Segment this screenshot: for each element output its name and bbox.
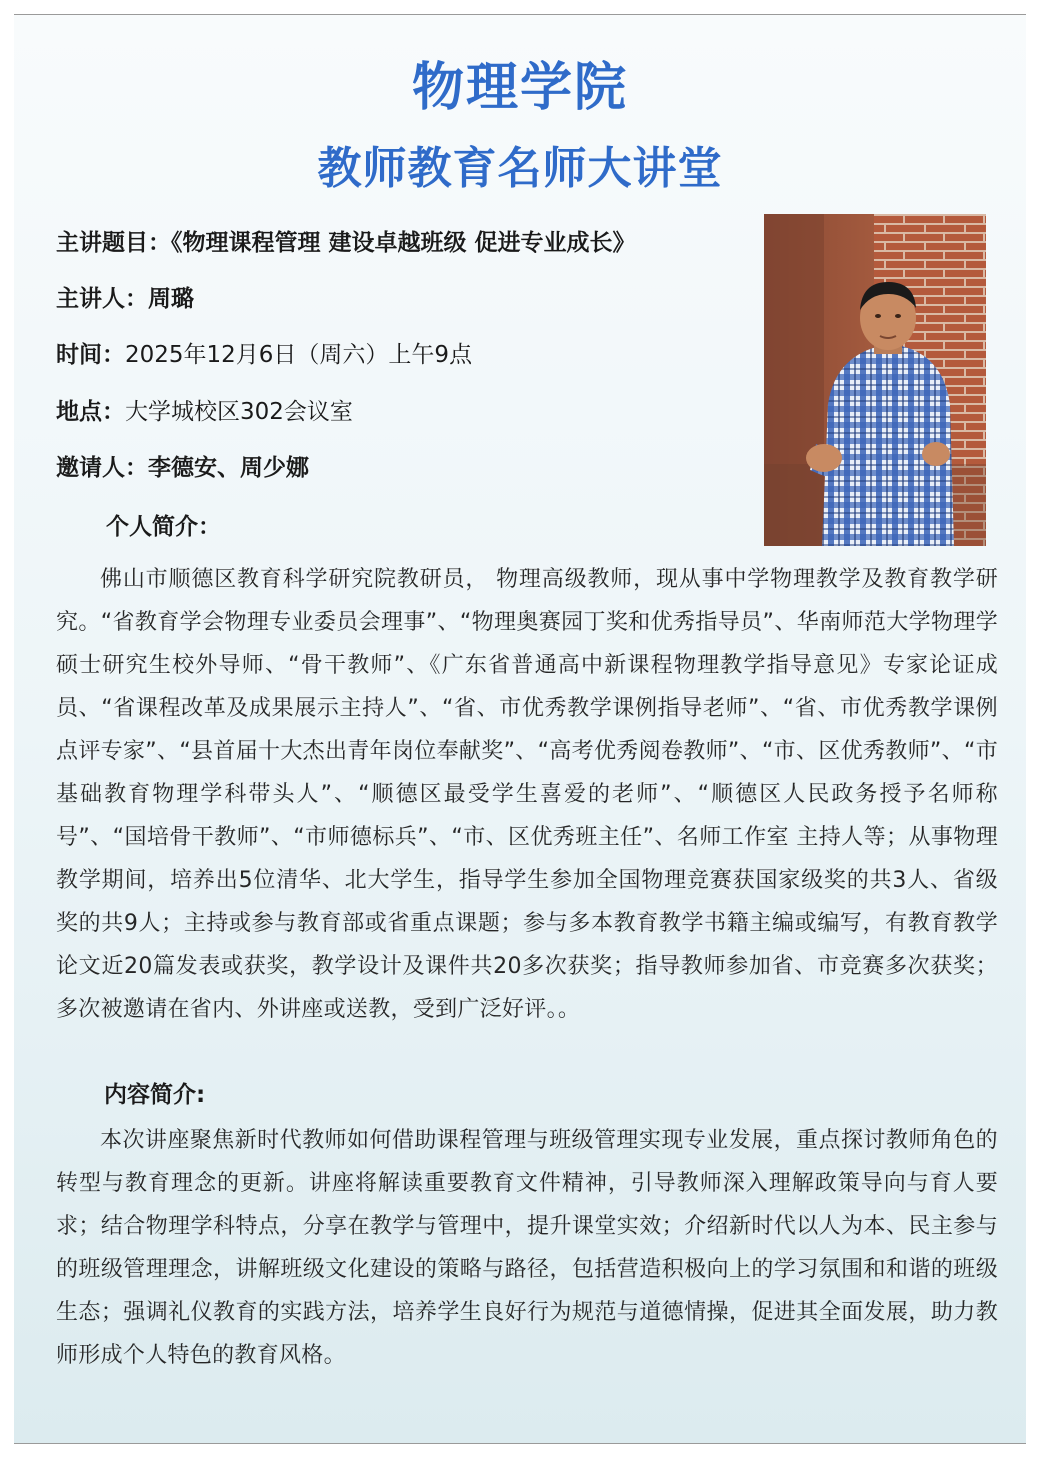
time-label: 时间：: [56, 342, 125, 368]
topic-label: 主讲题目：: [56, 230, 171, 256]
content-text: 本次讲座聚焦新时代教师如何借助课程管理与班级管理实现专业发展，重点探讨教师角色的转型与教育理念的更新。讲座将解读重要教育文件精神，引导教师深入理解政策导向与育人要求；结合物理学科特点，分享在教学与管理中，提升课堂实效；介绍新时代以人为本、民主参与的班级管理理念，讲解班级文化建设的策略与路径，包括营造积极向上的学习氛围和和谐的班级生态；强调礼仪教育的实践方法，培养学生良好行为规范与道德情操，促进其全面发展，助力教师形成个人特色的教育风格。: [56, 1128, 998, 1368]
topic-row: [56, 228, 636, 258]
speaker-photo: [764, 214, 986, 546]
speaker-value: 周璐: [148, 286, 194, 312]
time-row: [56, 340, 472, 370]
page-subtitle: 教师教育名师大讲堂: [317, 143, 723, 194]
content-heading: 内容简介:: [104, 1082, 206, 1108]
page-title: 物理学院: [411, 58, 628, 118]
place-label: 地点：: [56, 399, 125, 425]
inviter-row: [56, 453, 309, 483]
profile-text: 佛山市顺德区教育科学研究院教研员， 物理高级教师，现从事中学物理教学及教育教学研究。“省教育学会物理专业委员会理事”、“物理奥赛园丁奖和优秀指导员”、华南师范大学物理学硕士研究生校外导师、“骨干教师”、《广东省普通高中新课程物理教学指导意见》专家论证成员、“省课程改革及成果展示主持人”、“省、市优秀教学课例指导老师”、“省、市优秀教学课例点评专家”、“县首届十大杰出青年岗位奉献奖”、“高考优秀阅卷教师”、“市、区优秀教师”、“市基础教育物理学科带头人”、“顺德区最受学生喜爱的老师”、“顺德区人民政务授予名师称号”、“国培骨干教师”、“市师德标兵”、“市、区优秀班主任”、名师工作室 主持人等；从事物理教学期间，培养出5位清华、北大学生，指导学生参加全国物理竞赛获国家级奖的共3人、省级奖的共9人；主持或参与教育部或省重点课题；参与多本教育教学书籍主编或编写，有教育教学论文近20篇发表或获奖，教学设计及课件共20多次获奖；指导教师参加省、市竞赛多次获奖；多次被邀请在省内、外讲座或送教，受到广泛好评。。: [56, 567, 998, 1022]
place-value: 大学城校区302会议室: [125, 399, 353, 425]
bottom-divider: [14, 1443, 1026, 1444]
top-divider: [14, 14, 1026, 15]
speaker-label: 主讲人：: [56, 286, 148, 312]
inviter-label: 邀请人：: [56, 455, 148, 481]
topic-value: 《物理课程管理 建设卓越班级 促进专业成长》: [171, 230, 636, 256]
place-row: [56, 397, 353, 427]
profile-heading: 个人简介：: [106, 514, 221, 540]
time-value: 2025年12月6日（周六）上午9点: [125, 342, 473, 368]
speaker-row: [56, 284, 194, 314]
inviter-value: 李德安、周少娜: [148, 455, 309, 481]
